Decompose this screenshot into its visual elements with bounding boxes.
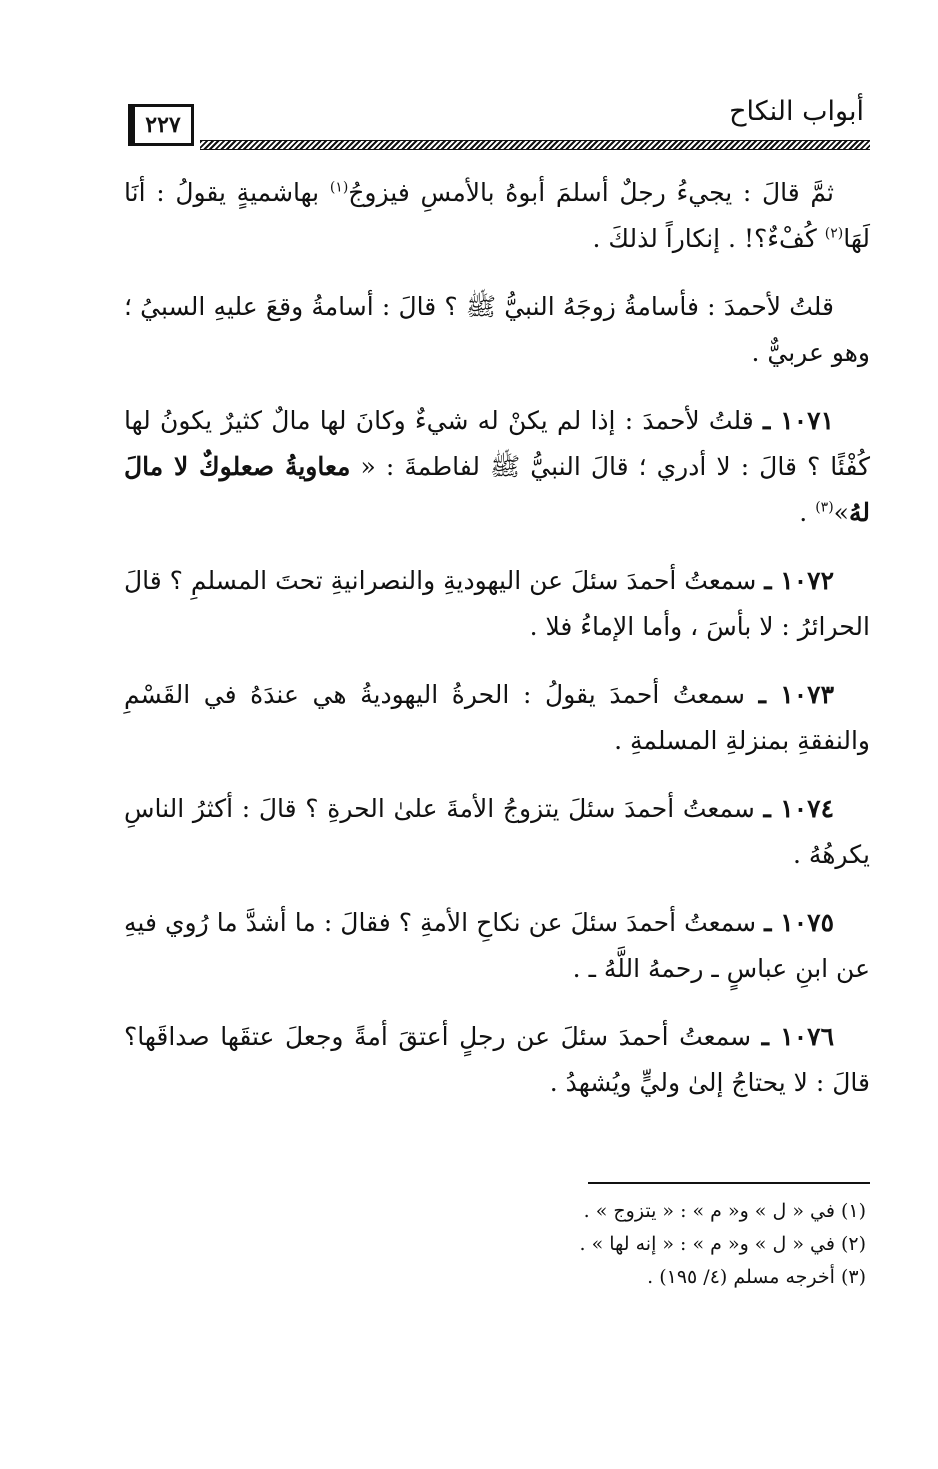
text-segment: قلتُ لأحمدَ : إذا لم يكنْ له شيءٌ وكانَ لها مالٌ كثيرٌ يكونُ لها كُفْئًا ؟ قالَ : لا أدري ؛ قالَ النبيُّ ﷺ لفاطمةَ : «	[124, 406, 870, 481]
text-segment: سمعتُ أحمدَ سئلَ يتزوجُ الأمةَ علىٰ الحرةِ ؟ قالَ : أكثرُ الناسِ يكرهُهُ .	[124, 794, 870, 869]
text-segment: .	[799, 498, 816, 527]
hadith-quote: معاويةُ صعلوكٌ لا مالَ لهُ	[124, 452, 870, 527]
paragraph-number: ١٠٧٣ ـ	[758, 680, 834, 709]
text-segment: كُفْءٌ؟! . إنكاراً لذلكَ .	[592, 224, 825, 253]
footnote-item: (٣) أخرجه مسلم (٤/ ١٩٥) .	[647, 1266, 866, 1288]
paragraph-number: ١٠٧٦ ـ	[761, 1022, 834, 1051]
text-segment: سمعتُ أحمدَ سئلَ عن اليهوديةِ والنصرانيةِ تحتَ المسلمِ ؟ قالَ الحرائرُ : لا بأسَ ، وأما الإماءُ فلا .	[124, 566, 870, 641]
footnotes	[450, 1195, 870, 1294]
paragraph-question: قلتُ لأحمدَ : فأسامةُ زوجَهُ النبيُّ ﷺ ؟ قالَ : أسامةُ وقعَ عليهِ السبيُ ؛ وهو عربيٌّ .	[124, 292, 870, 367]
paragraph-1072	[124, 558, 870, 650]
footnote-ref: (٣)	[815, 499, 834, 516]
paragraph-1074	[124, 786, 870, 878]
paragraph-number: ١٠٧١ ـ	[762, 406, 834, 435]
paragraph-1076	[124, 1014, 870, 1106]
footnote-ref: (١)	[329, 179, 349, 196]
footnote-item: (٢) في « ل » و« م » : « إنه لها » .	[579, 1233, 866, 1255]
paragraph-1073	[124, 672, 870, 764]
page-header	[128, 96, 870, 160]
paragraph-1071	[124, 398, 870, 536]
text-segment: سمعتُ أحمدَ سئلَ عن نكاحِ الأمةِ ؟ فقالَ : ما أشدَّ ما رُوي فيهِ عن ابنِ عباسٍ ـ رحمهُ اللَّهُ ـ .	[124, 908, 870, 983]
paragraph-number: ١٠٧٥ ـ	[764, 908, 834, 937]
paragraph-1075	[124, 900, 870, 992]
paragraph-intro	[124, 170, 870, 262]
footnote-divider	[588, 1182, 870, 1184]
footnote-item: (١) في « ل » و« م » : « يتزوج » .	[583, 1200, 866, 1222]
header-divider	[200, 140, 870, 150]
text-segment: سمعتُ أحمدَ يقولُ : الحرةُ اليهوديةُ هي عندَهُ في القَسْمِ والنفقةِ بمنزلةِ المسلمةِ .	[124, 680, 870, 755]
text-segment: سمعتُ أحمدَ سئلَ عن رجلٍ أعتقَ أمةً وجعلَ عتقَها صداقَها؟ قالَ : لا يحتاجُ إلىٰ وليٍّ ويُشهدُ .	[124, 1022, 870, 1097]
page-number: ٢٢٧	[128, 104, 194, 146]
paragraph-number: ١٠٧٢ ـ	[764, 566, 834, 595]
text-segment: ثمَّ قالَ : يجيءُ رجلٌ أسلمَ أبوهُ بالأمسِ فيزوجُ	[348, 178, 834, 207]
footnote-ref: (٢)	[824, 225, 844, 242]
paragraph-number: ١٠٧٤ ـ	[763, 794, 835, 823]
text-segment: »	[833, 498, 849, 527]
main-text	[124, 170, 870, 1128]
chapter-title: أبواب النكاح	[729, 96, 864, 127]
text-segment: بهاشميةٍ يقولُ : أنَا لَهَا	[124, 178, 870, 253]
